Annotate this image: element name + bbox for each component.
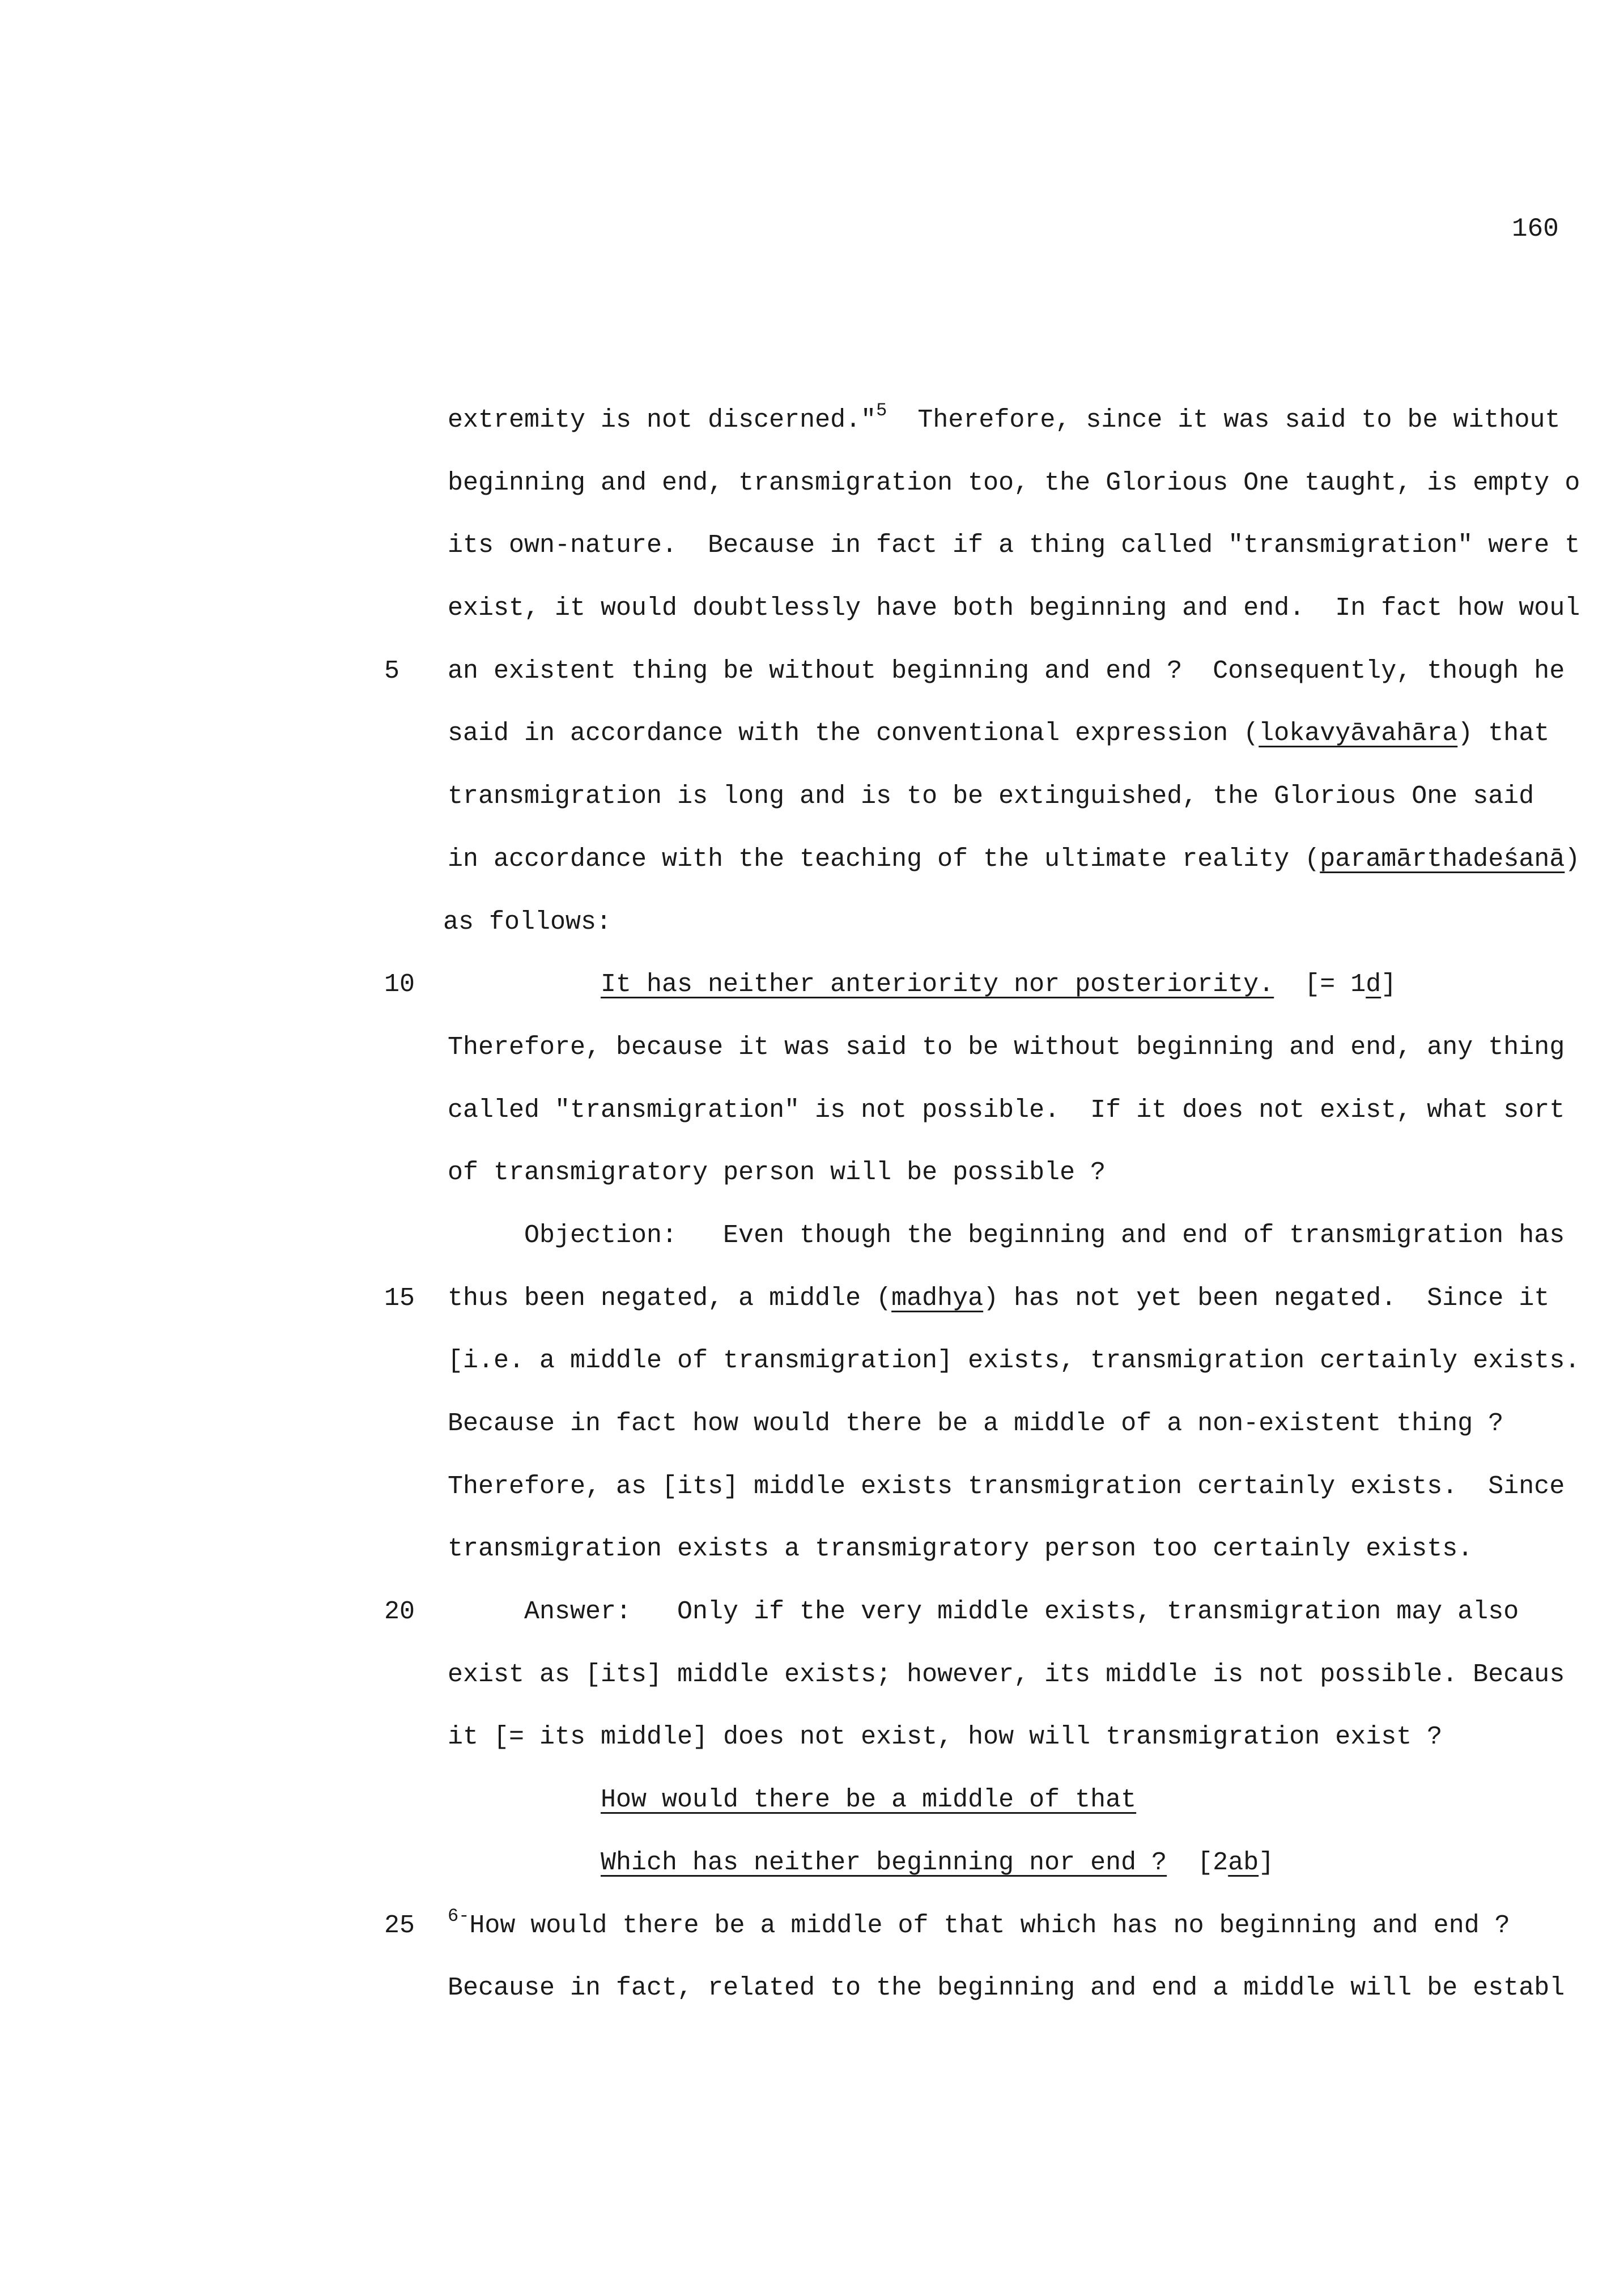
line-text [443, 891, 611, 954]
line-text [448, 577, 1580, 640]
line-text [448, 1518, 1473, 1581]
line-text [448, 640, 1565, 703]
line-text [448, 452, 1580, 515]
text-segment: extremity is not discerned." [448, 406, 877, 435]
line-text [448, 766, 1534, 828]
text-line [0, 1706, 1624, 1769]
text-segment: ) that [1457, 719, 1550, 749]
underlined-text: ab [1228, 1848, 1259, 1877]
text-line [0, 640, 1624, 703]
line-text [448, 1268, 1549, 1330]
line-text [448, 1142, 1106, 1205]
text-segment: exist, it would doubtlessly have both beginning and end. In fact how woul [448, 594, 1580, 623]
underlined-text: It has neither anteriority nor posteriority. [601, 970, 1274, 1000]
text-segment: of transmigratory person will be possible ? [448, 1158, 1106, 1188]
text-segment: Therefore, since it was said to be without [887, 406, 1561, 435]
text-line [0, 954, 1624, 1017]
line-text [524, 1581, 1519, 1644]
text-line [0, 1456, 1624, 1519]
text-segment: Answer: Only if the very middle exists, transmigration may also [524, 1597, 1519, 1627]
text-line [0, 828, 1624, 891]
text-segment: ) [1565, 844, 1580, 874]
text-line [0, 1079, 1624, 1142]
text-line [0, 1017, 1624, 1079]
line-number: 25 [384, 1911, 415, 1940]
line-text [448, 828, 1580, 891]
line-text [448, 1644, 1565, 1707]
text-segment: said in accordance with the conventional expression ( [448, 719, 1259, 749]
text-segment: ) has not yet been negated. Since it [983, 1283, 1550, 1313]
text-segment: [2 [1167, 1848, 1228, 1877]
line-text [448, 515, 1580, 577]
line-text [601, 1769, 1136, 1832]
text-segment: thus been negated, a middle ( [448, 1283, 892, 1313]
line-number: 20 [384, 1597, 415, 1627]
line-text [448, 1706, 1442, 1769]
line-text [448, 1017, 1565, 1079]
text-segment: How would there be a middle of that which has no beginning and end ? [469, 1911, 1510, 1940]
text-segment: as follows: [443, 907, 612, 937]
text-segment: exist as [its] middle exists; however, its middle is not possible. Becaus [448, 1660, 1565, 1689]
line-number: 10 [384, 970, 415, 1000]
text-segment: transmigration exists a transmigratory person too certainly exists. [448, 1534, 1473, 1564]
text-line [0, 1142, 1624, 1205]
text-segment: [= 1 [1274, 970, 1366, 1000]
text-line [0, 1518, 1624, 1581]
text-segment: it [= its middle] does not exist, how will transmigration exist ? [448, 1723, 1443, 1752]
line-number: 15 [384, 1283, 415, 1313]
underlined-text: d [1366, 970, 1381, 1000]
line-text [448, 1330, 1580, 1393]
underlined-text: madhya [891, 1283, 984, 1313]
line-text [524, 1205, 1565, 1268]
footnote-marker: 5 [876, 400, 887, 421]
text-line [0, 577, 1624, 640]
text-line [0, 1895, 1624, 1958]
text-segment: Therefore, because it was said to be without beginning and end, any thing [448, 1032, 1565, 1062]
line-text [448, 1079, 1565, 1142]
text-segment: ] [1259, 1848, 1274, 1877]
line-text [448, 1895, 1510, 1958]
text-line [0, 1581, 1624, 1644]
text-line [0, 452, 1624, 515]
text-line [0, 389, 1624, 452]
text-line [0, 766, 1624, 828]
line-number: 5 [384, 656, 400, 686]
text-line [0, 515, 1624, 577]
underlined-text: lokavyāvahāra [1259, 719, 1458, 749]
text-segment: Because in fact how would there be a middle of a non-existent thing ? [448, 1409, 1504, 1438]
line-text [601, 1832, 1274, 1895]
text-segment: beginning and end, transmigration too, the Glorious One taught, is empty o [448, 468, 1580, 498]
text-segment: Therefore, as [its] middle exists transmigration certainly exists. Since [448, 1472, 1565, 1501]
line-text [448, 1456, 1565, 1519]
text-segment: an existent thing be without beginning and end ? Consequently, though he [448, 656, 1565, 686]
line-text [448, 1393, 1503, 1456]
page-number: 160 [1512, 214, 1559, 244]
text-line [0, 1769, 1624, 1832]
text-line [0, 1644, 1624, 1707]
text-line [0, 891, 1624, 954]
text-line [0, 1957, 1624, 2020]
text-line [0, 703, 1624, 766]
text-segment: called "transmigration" is not possible. If it does not exist, what sort [448, 1095, 1565, 1125]
text-line [0, 1832, 1624, 1895]
text-segment: [i.e. a middle of transmigration] exists, transmigration certainly exists. [448, 1346, 1580, 1376]
text-segment: transmigration is long and is to be extinguished, the Glorious One said [448, 782, 1534, 811]
text-segment: its own-nature. Because in fact if a thing called "transmigration" were t [448, 531, 1580, 560]
text-line [0, 1205, 1624, 1268]
text-segment: in accordance with the teaching of the ultimate reality ( [448, 844, 1320, 874]
text-line [0, 1330, 1624, 1393]
line-text [448, 703, 1549, 766]
line-text [448, 389, 1561, 452]
underlined-text: Which has neither beginning nor end ? [601, 1848, 1167, 1877]
line-text [601, 954, 1396, 1017]
text-line [0, 1393, 1624, 1456]
line-text [448, 1957, 1565, 2020]
text-segment: Because in fact, related to the beginning and end a middle will be establ [448, 1974, 1565, 2003]
footnote-marker: 6- [448, 1905, 470, 1927]
text-line [0, 1268, 1624, 1330]
text-segment: Objection: Even though the beginning and end of transmigration has [524, 1221, 1565, 1250]
underlined-text: paramārthadeśanā [1320, 844, 1565, 874]
body-text [0, 389, 1624, 2020]
text-segment: ] [1381, 970, 1397, 1000]
underlined-text: How would there be a middle of that [601, 1785, 1137, 1815]
